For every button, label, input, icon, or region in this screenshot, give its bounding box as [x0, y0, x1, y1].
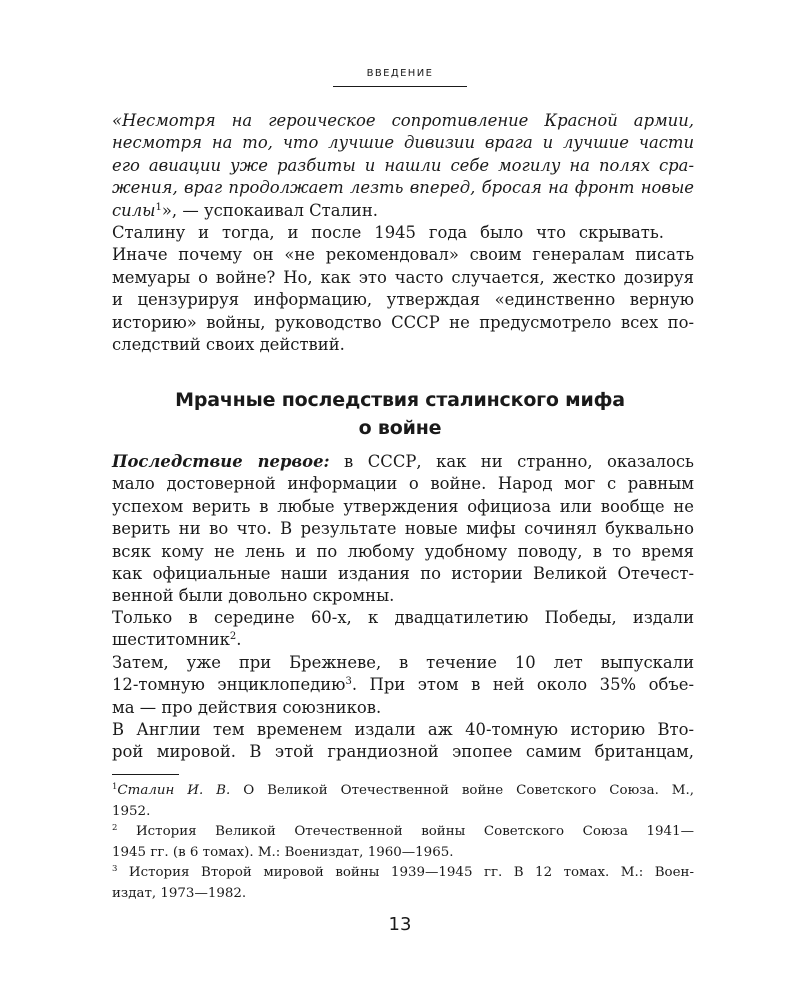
text-line: историю» войны, руководство СССР не предусмотрело всех по- — [112, 312, 694, 332]
running-head: ВВЕДЕНИЕ — [366, 68, 434, 79]
text-line: следствий своих действий. — [112, 335, 345, 355]
text-line: и цензурируя информацию, утверждая «единственно верную — [112, 290, 694, 310]
footnote-number: 1 — [112, 782, 118, 792]
intro-paragraph-2 — [112, 222, 694, 356]
page-number: 13 — [388, 914, 412, 935]
footnote-number: 2 — [112, 823, 118, 833]
running-head-rule — [333, 86, 467, 87]
footnote-text: История Второй мировой войны 1939—1945 гг. В 12 томах. М.: Воен- — [117, 865, 694, 880]
section-heading-line-1: Мрачные последствия сталинского мифа — [175, 389, 625, 411]
footnote-ref-1[interactable]: 1 — [155, 201, 162, 213]
text-line: успехом верить в любые утверждения официоза или вообще не — [112, 496, 694, 516]
text-line — [112, 674, 694, 696]
quote-end-text: силы — [112, 200, 156, 220]
text-line: как официальные наши издания по истории Великой Отечест- — [112, 564, 694, 584]
footnote-1 — [112, 781, 694, 802]
footnote-ref-3[interactable]: 3 — [345, 676, 352, 688]
footnotes — [112, 781, 694, 904]
section-paragraph-1 — [112, 451, 694, 608]
text-segment: . При этом в ней около 35% объе- — [351, 675, 694, 695]
intro-quote-paragraph — [112, 110, 694, 222]
text-line: мемуары о войне? Но, как это часто случается, жестко дозируя — [112, 267, 694, 287]
text-line: Сталину и тогда, и после 1945 года было что скрывать. — [112, 223, 664, 242]
footnote-rule — [112, 774, 179, 775]
text-line: венной были довольно скромны. — [112, 586, 395, 606]
footnote-text: О Великой Отечественной войне Советского Союза. М., — [230, 783, 694, 798]
footnote-3 — [112, 863, 694, 884]
text-line — [112, 629, 694, 651]
quote-attribution: », — успокаивал Сталин. — [161, 200, 378, 220]
text-segment: шеститомник — [112, 630, 230, 650]
footnote-2 — [112, 822, 694, 843]
text-line: мало достоверной информации о войне. Народ мог с равным — [112, 474, 694, 494]
section-heading-line-2: о войне — [358, 417, 442, 439]
text-line: несмотря на то, что лучшие дивизии врага и лучшие части — [112, 133, 694, 153]
text-line: Иначе почему он «не рекомендовал» своим генералам писать — [112, 245, 694, 265]
footnote-ref-2[interactable]: 2 — [229, 631, 237, 643]
text-line: всяк кому не лень и по любому удобному поводу, в то время — [112, 541, 694, 561]
section-paragraph-2 — [112, 607, 694, 652]
text-line: Только в середине 60-х, к двадцатилетию Победы, издали — [112, 608, 694, 627]
text-line: Затем, уже при Брежневе, в течение 10 лет выпускали — [112, 653, 694, 672]
text-line — [112, 451, 694, 473]
text-line: рой мировой. В этой грандиозной эпопее самим британцам, — [112, 742, 694, 762]
text-line: верить ни во что. В результате новые мифы сочинял буквально — [112, 519, 694, 539]
footnote-2-cont: 1945 гг. (в 6 томах). М.: Воениздат, 1960—1965. — [112, 844, 454, 860]
text-segment: 12-томную энциклопедию — [112, 675, 346, 695]
text-segment: . — [236, 630, 242, 650]
footnote-1-cont: 1952. — [112, 803, 151, 819]
text-line: его авиации уже разбиты и нашли себе могилу на полях сра- — [112, 155, 694, 175]
text-line: В Англии тем временем издали аж 40-томную историю Вто- — [112, 720, 694, 739]
lead-rest: в СССР, как ни странно, оказалось — [329, 452, 694, 471]
footnote-author: Сталин И. В. — [117, 783, 231, 798]
footnote-text: История Великой Отечественной войны Советского Союза 1941— — [117, 824, 694, 839]
text-line — [112, 200, 694, 222]
lead-term: Последствие первое: — [112, 452, 330, 471]
footnote-number: 3 — [112, 864, 118, 874]
section-heading — [0, 386, 800, 442]
footnote-3-cont: издат, 1973—1982. — [112, 885, 247, 901]
section-paragraph-4 — [112, 719, 694, 764]
text-line: жения, враг продолжает лезть вперед, бросая на фронт новые — [112, 178, 694, 198]
section-paragraph-3 — [112, 652, 694, 719]
text-line: «Несмотря на героическое сопротивление Красной армии, — [112, 111, 694, 130]
text-line: ма — про действия союзников. — [112, 697, 382, 717]
